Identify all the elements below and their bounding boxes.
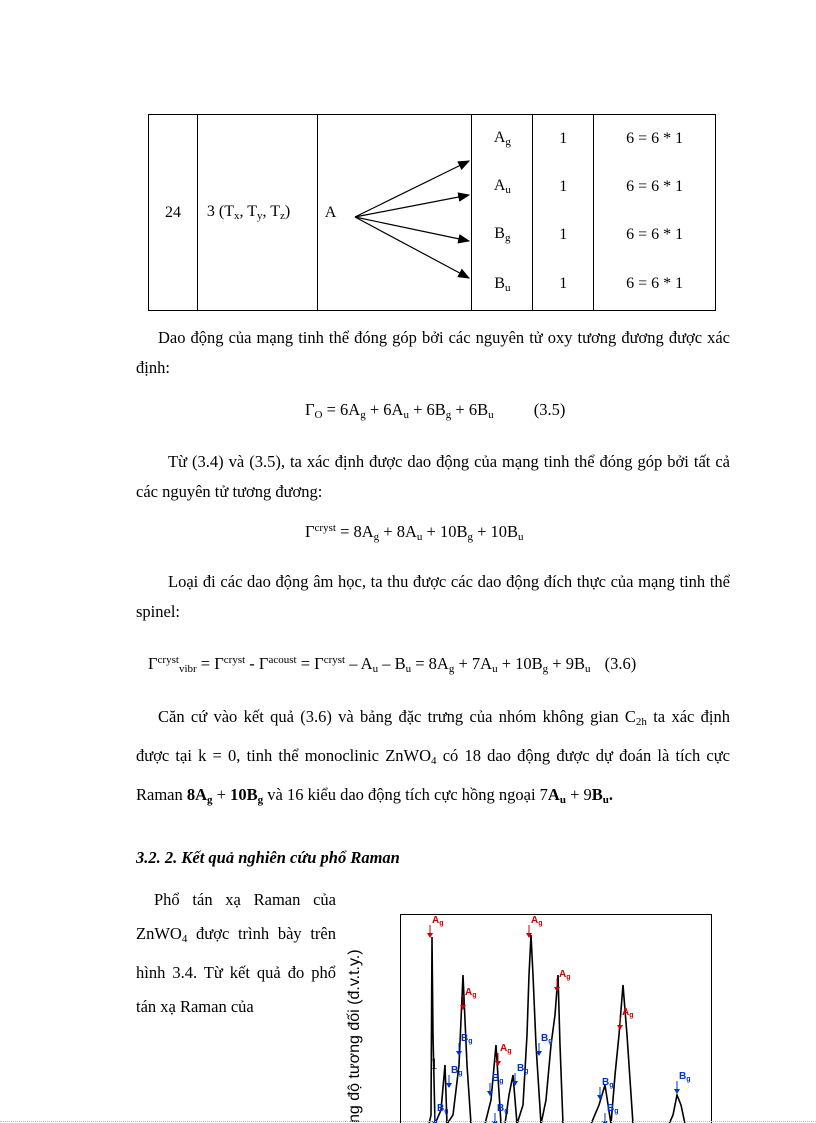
svg-text:Ag: $A_g$	[622, 1007, 634, 1019]
svg-text:Ag: $A_g$	[559, 969, 571, 981]
svg-text:Ag: $A_g$	[432, 915, 444, 927]
svg-text:Bg: $B_g$	[517, 1063, 529, 1075]
peak-label-bg	[446, 1065, 463, 1088]
symmetry-table	[148, 114, 716, 311]
equation-label: (3.6)	[604, 654, 637, 673]
irrep-cell: $B_g$	[472, 211, 533, 259]
irrep-cell: $A_g$	[472, 115, 533, 163]
peak-label-ag	[495, 1043, 512, 1066]
site-symmetry-cell: A	[317, 115, 472, 311]
svg-text:Bg: $B_g$	[679, 1071, 691, 1083]
section-heading: 3.2. 2. Kết quả nghiên cứu phổ Raman	[136, 848, 400, 867]
peak-label-bg	[456, 1033, 473, 1056]
irrep-cell: $B_u$	[472, 259, 533, 311]
equation-label: (3.5)	[533, 400, 566, 419]
svg-text:Bg: $B_g$	[492, 1073, 504, 1085]
equation-cryst: $\Gamma^{cryst} = 8A_g + 8A_u + 10B_g + 10B_u$	[305, 522, 524, 543]
paragraph-conclusion: Căn cứ vào kết quả (3.6) và bảng đặc trưng của nhóm không gian $C_{2h}$ ta xác định được tại k = 0, tinh thể monoclinic ZnWO$_4$ có 18 dao động được dự đoán là tích cực Raman $8A_g + 10B_g$ và 16 kiểu dao động tích cực hồng ngoại $7A_u + 9B_u$.	[136, 707, 730, 806]
svg-text:Bg: $B_g$	[497, 1103, 509, 1115]
paragraph-oxygen: Dao động của mạng tinh thể đóng góp bởi các nguyên tử oxy tương đương được xác định:	[136, 328, 730, 377]
peak-label-bg	[487, 1073, 504, 1096]
paragraph-raman: Phổ tán xạ Raman của ZnWO$_4$ được trình bày trên hình 3.4. Từ kết quả đo phổ tán xạ Raman của	[136, 890, 336, 1016]
svg-text:Bg: $B_g$	[461, 1033, 473, 1045]
chart-tick-label: 1	[430, 1056, 438, 1073]
equation-cell: 6 = 6 * 1	[594, 259, 716, 311]
correlation-arrows	[318, 115, 473, 311]
paragraph-acoustic: Loại đi các dao động âm học, ta thu được các dao động đích thực của mạng tinh thể spinel:	[136, 572, 730, 621]
peak-label-ag	[554, 969, 571, 992]
svg-text:Ag: $A_g$	[465, 987, 477, 999]
equation-3-5: $\Gamma_O = 6A_g + 6A_u + 6B_g + 6B_u$ (3.5)	[305, 400, 566, 421]
svg-text:Bg: $B_g$	[451, 1065, 463, 1077]
peak-label-ag	[526, 915, 543, 938]
svg-text:Ag: $A_g$	[500, 1043, 512, 1055]
translation-cell: 3 ($T_x$, $T_y$, $T_z$)	[197, 115, 317, 311]
raman-spectrum-plot	[401, 915, 712, 1123]
svg-text:Bg: $B_g$	[602, 1077, 614, 1089]
equation-cell: 6 = 6 * 1	[594, 163, 716, 211]
raman-spectrum-chart	[400, 914, 712, 1123]
svg-text:Bg: $B_g$	[437, 1103, 449, 1115]
equation-3-6: $\Gamma^{cryst}_{vibr} = \Gamma^{cryst} - \Gamma^{acoust} = \Gamma^{cryst} - A_u - B_u = 8A_g + 7A_u + 10B_g + 9B_u$ (3.6)	[148, 654, 637, 675]
peak-label-bg	[512, 1063, 529, 1086]
paragraph-all-atoms: Từ (3.4) và (3.5), ta xác định được dao động của mạng tinh thể đóng góp bởi tất cả các nguyên tử tương đương:	[136, 452, 730, 501]
svg-text:Bg: $B_g$	[541, 1033, 553, 1045]
spectrum-line	[401, 935, 712, 1123]
peak-label-bg	[674, 1071, 691, 1094]
count-cell: 1	[533, 163, 594, 211]
count-cell: 1	[533, 211, 594, 259]
svg-text:Bg: $B_g$	[607, 1103, 619, 1115]
chart-y-axis-label: ng độ tương đối (đ.v.t.y.)	[346, 949, 363, 1123]
peak-label-ag	[427, 915, 444, 938]
page-bottom-divider	[0, 1121, 816, 1122]
equation-cell: 6 = 6 * 1	[594, 211, 716, 259]
svg-text:Ag: $A_g$	[531, 915, 543, 927]
count-cell: 1	[533, 259, 594, 311]
atom-count-cell: 24	[149, 115, 198, 311]
irrep-cell: $A_u$	[472, 163, 533, 211]
equation-cell: 6 = 6 * 1	[594, 115, 716, 163]
count-cell: 1	[533, 115, 594, 163]
